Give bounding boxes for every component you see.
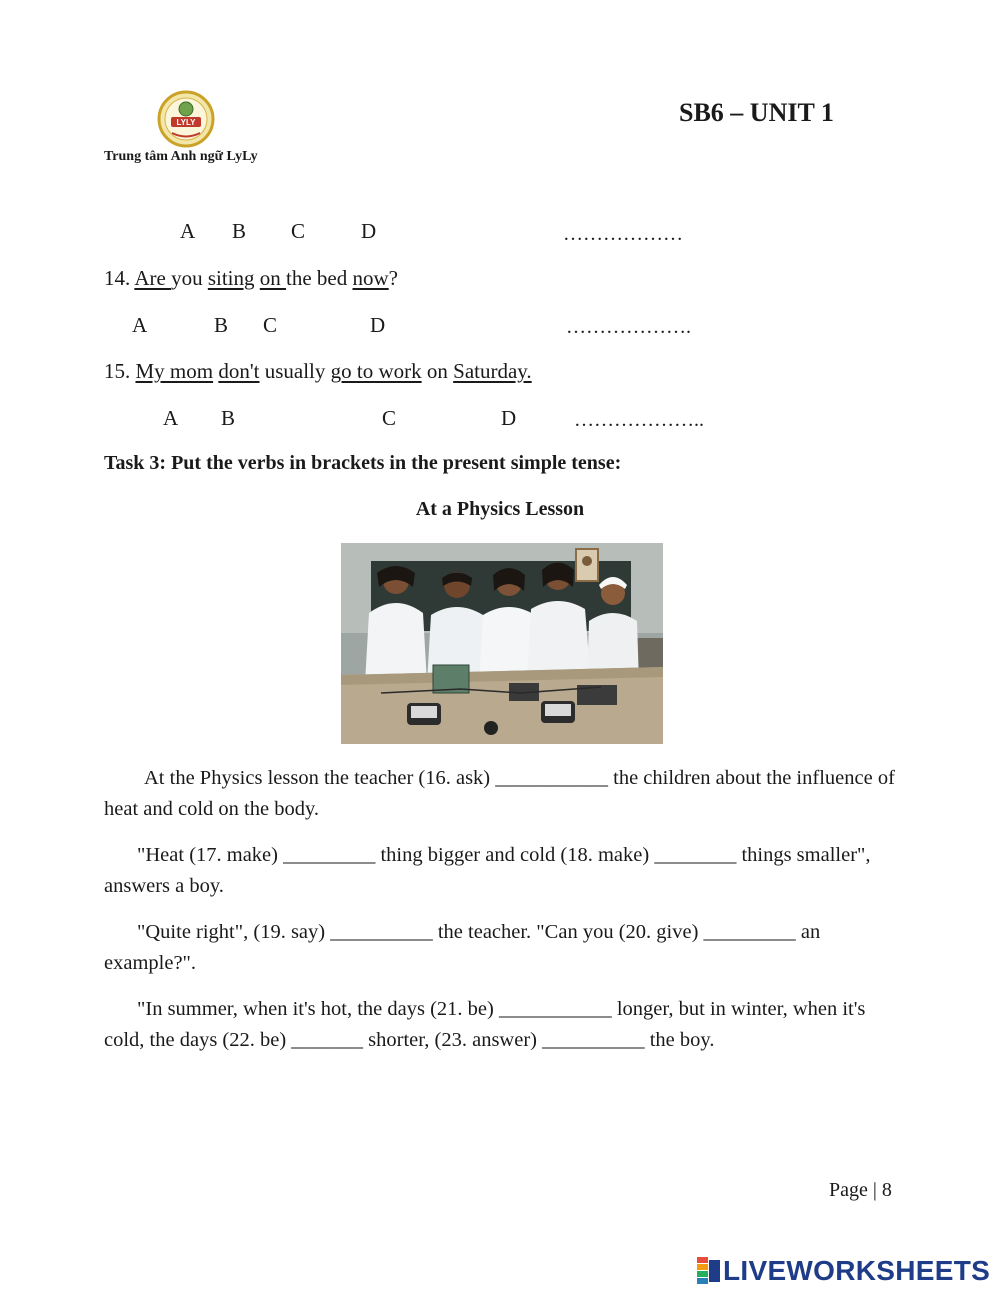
q14-underlined-d: now: [352, 266, 389, 290]
q15-text-2: usually: [259, 359, 331, 383]
paragraph-3: "Quite right", (19. say) __________ the teacher. "Can you (20. give) _________ an example?".: [104, 921, 821, 974]
q15-option-b: B: [221, 406, 236, 430]
physics-lesson-photo: [341, 543, 663, 744]
q15-option-d: D: [501, 406, 517, 430]
q13-option-c: C: [291, 219, 306, 243]
q14-text-4: ?: [388, 266, 398, 290]
logo-text: LYLY: [176, 118, 196, 127]
q14-underlined-c: on: [259, 266, 287, 290]
center-logo: [157, 90, 215, 148]
page-number: Page | 8: [829, 1179, 892, 1201]
q13-option-d: D: [361, 219, 377, 243]
q14-answer-blank[interactable]: ……………….: [566, 316, 691, 338]
paragraph-2: "Heat (17. make) _________ thing bigger and cold (18. make) ________ things smaller", answers a boy.: [104, 844, 871, 897]
q15-underlined-a: My mom: [135, 359, 214, 383]
q15-number: 15.: [104, 359, 131, 383]
q13-answer-blank[interactable]: ………………: [563, 223, 683, 245]
task3-heading: Task 3: Put the verbs in brackets in the present simple tense:: [104, 452, 622, 474]
liveworksheets-brand[interactable]: [697, 1255, 990, 1287]
q15-underlined-c: go to work: [330, 359, 422, 383]
unit-title: SB6 – UNIT 1: [679, 98, 834, 127]
q14-text-1: you: [171, 266, 208, 290]
liveworksheets-logo-icon: [697, 1257, 721, 1285]
q14-number: 14.: [104, 266, 131, 290]
q15-text-3: on: [421, 359, 454, 383]
q14-underlined-a: Are: [134, 266, 172, 290]
q15-underlined-d: Saturday.: [453, 359, 532, 383]
question-14: [104, 266, 398, 291]
q15-option-c: C: [382, 406, 397, 430]
q15-underlined-b: don't: [218, 359, 260, 383]
center-name: Trung tâm Anh ngữ LyLy: [104, 149, 258, 164]
q14-underlined-b: siting: [207, 266, 255, 290]
q13-option-a: A: [180, 219, 196, 243]
q14-text-3: the bed: [286, 266, 353, 290]
q14-option-a: A: [132, 313, 148, 337]
story-title: At a Physics Lesson: [415, 498, 585, 520]
paragraph-1: At the Physics lesson the teacher (16. ask) ___________ the children about the influence of heat and cold on the body.: [104, 767, 895, 820]
q13-option-b: B: [232, 219, 247, 243]
q14-option-c: C: [263, 313, 278, 337]
paragraph-4: "In summer, when it's hot, the days (21. be) ___________ longer, but in winter, when it's cold, the days (22. be) _______ shorter, (23. answer) __________ the boy.: [104, 998, 866, 1051]
q15-option-a: A: [163, 406, 179, 430]
q14-option-b: B: [214, 313, 229, 337]
question-15: [104, 359, 532, 384]
liveworksheets-wordmark: LIVEWORKSHEETS: [723, 1255, 991, 1286]
q15-answer-blank[interactable]: ………………..: [574, 409, 704, 431]
q14-option-d: D: [370, 313, 386, 337]
